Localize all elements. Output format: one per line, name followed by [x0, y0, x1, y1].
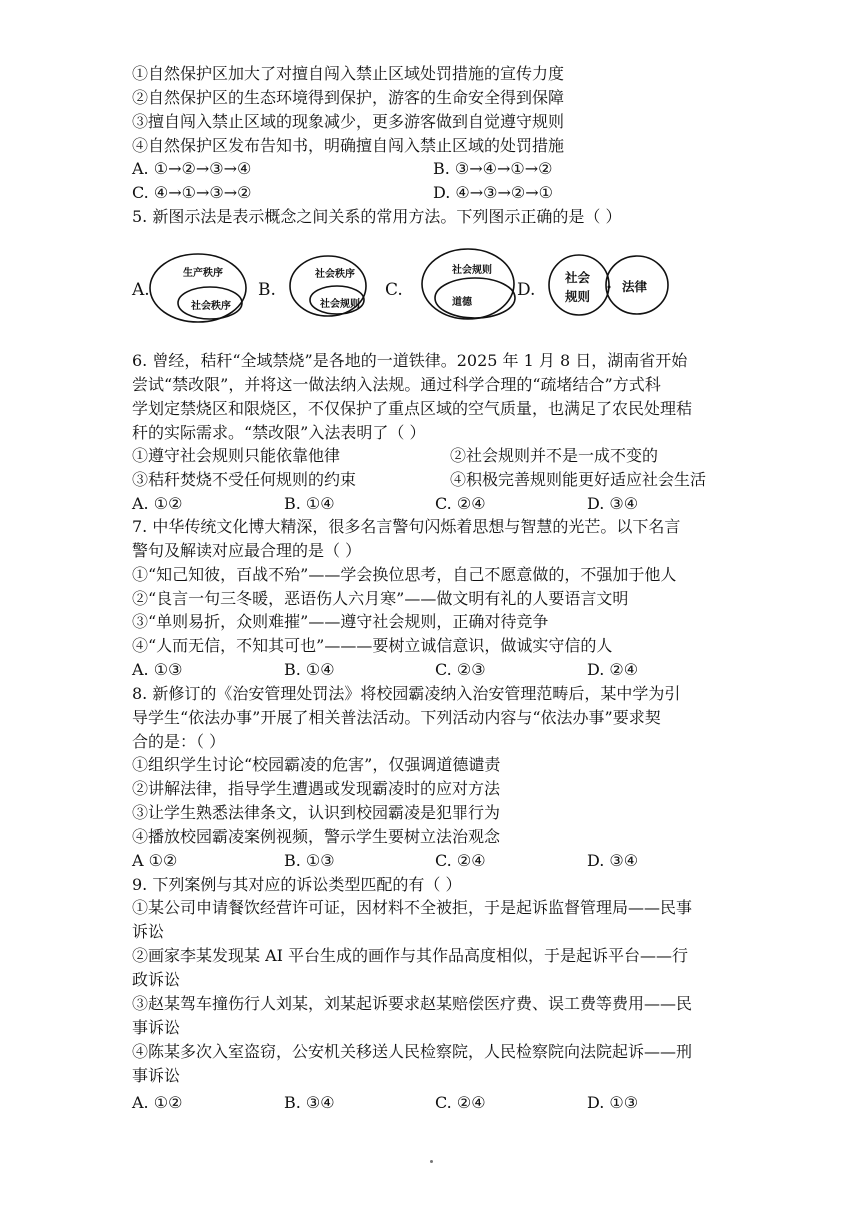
- diagram-c-outer-ellipse: [422, 249, 514, 319]
- diagram-c-outer-label: 社会规则: [452, 265, 492, 276]
- q9-stem: 9. 下列案例与其对应的诉讼类型匹配的有（ ）: [132, 875, 462, 894]
- q9-item-3-line-2: 事诉讼: [132, 1018, 181, 1037]
- q4-item-3: ③擅自闯入禁止区域的现象减少，更多游客做到自觉遵守规则: [132, 112, 565, 131]
- q7-item-4: ④“人而无信，不知其可也”———要树立诚信意识，做诚实守信的人: [132, 636, 613, 655]
- q9-item-4-line-1: ④陈某多次入室盗窃，公安机关移送人民检察院，人民检察院向法院起诉——刑: [132, 1042, 693, 1061]
- q8-item-4: ④播放校园霸凌案例视频，警示学生要树立法治观念: [132, 827, 501, 846]
- q8-item-1: ①组织学生讨论“校园霸凌的危害”，仅强调道德谴责: [132, 755, 501, 774]
- q6-stem-line-3: 学划定禁烧区和限烧区，不仅保护了重点区域的空气质量，也满足了农民处理秸: [132, 399, 693, 418]
- diagram-d-right-label: 法律: [622, 279, 648, 294]
- q8-item-3: ③让学生熟悉法律条文，认识到校园霸凌是犯罪行为: [132, 803, 501, 822]
- diagram-c-inner-ellipse: [435, 278, 515, 318]
- q7-option-c[interactable]: C. ②③: [435, 660, 486, 679]
- q4-option-d[interactable]: D. ④→③→②→①: [433, 183, 554, 202]
- q6-options: [132, 494, 752, 516]
- q5-stem: 5. 新图示法是表示概念之间关系的常用方法。下列图示正确的是（ ）: [132, 207, 622, 226]
- q6-option-a[interactable]: A. ①②: [132, 494, 183, 513]
- q9-item-3-line-1: ③赵某驾车撞伤行人刘某，刘某起诉要求赵某赔偿医疗费、误工费等费用——民: [132, 994, 693, 1013]
- q5-option-b[interactable]: B.: [258, 280, 276, 300]
- q5-diagrams: [125, 248, 685, 332]
- q7-item-2: ②“良言一句三冬暖，恶语伤人六月寒”——做文明有礼的人要语言文明: [132, 589, 629, 608]
- q6-items-row-1: [132, 446, 752, 468]
- q8-item-2: ②讲解法律，指导学生遭遇或发现霸凌时的应对方法: [132, 779, 501, 798]
- q9-option-d[interactable]: D. ①③: [587, 1093, 639, 1112]
- q7-stem-line-1: 7. 中华传统文化博大精深，很多名言警句闪烁着思想与智慧的光芒。以下名言: [132, 517, 681, 536]
- q6-stem-line-1: 6. 曾经，秸秆“全域禁烧”是各地的一道铁律。2025 年 1 月 8 日，湖南省开始: [132, 351, 688, 370]
- diagram-b-outer-label: 社会秩序: [315, 269, 355, 280]
- q8-option-c[interactable]: C. ②④: [435, 851, 486, 870]
- q7-option-b[interactable]: B. ①④: [284, 660, 335, 679]
- q8-options: [132, 851, 752, 873]
- q6-option-c[interactable]: C. ②④: [435, 494, 486, 513]
- q4-options-row-1: [132, 159, 732, 181]
- diagram-b-inner-label: 社会规则: [320, 299, 360, 310]
- diagram-c-inner-label: 道德: [452, 297, 472, 308]
- q8-stem-line-1: 8. 新修订的《治安管理处罚法》将校园霸凌纳入治安管理范畴后，某中学为引: [132, 684, 681, 703]
- q6-stem-line-2: 尝试“禁改限”，并将这一做法纳入法规。通过科学合理的“疏堵结合”方式科: [132, 375, 661, 394]
- diagram-d-left-label-2: 规则: [565, 289, 591, 304]
- q6-item-4: ④积极完善规则能更好适应社会生活: [450, 470, 707, 489]
- q4-option-c[interactable]: C. ④→①→③→②: [132, 183, 252, 202]
- q5-option-a[interactable]: A.: [132, 280, 150, 300]
- scan-speck: [430, 1160, 433, 1163]
- q5-option-d[interactable]: D.: [517, 280, 536, 300]
- q6-item-1: ①遵守社会规则只能依靠他律: [132, 446, 341, 465]
- q6-item-2: ②社会规则并不是一成不变的: [450, 446, 659, 465]
- q4-option-a[interactable]: A. ①→②→③→④: [132, 159, 252, 178]
- q7-option-d[interactable]: D. ②④: [587, 660, 639, 679]
- q4-option-b[interactable]: B. ③→④→①→②: [433, 159, 553, 178]
- q9-options: [132, 1093, 752, 1115]
- q6-stem-line-4: 秆的实际需求。“禁改限”入法表明了（ ）: [132, 423, 426, 442]
- q4-item-1: ①自然保护区加大了对擅自闯入禁止区域处罚措施的宣传力度: [132, 64, 565, 83]
- q6-item-3: ③秸秆焚烧不受任何规则的约束: [132, 470, 357, 489]
- q5-diagram-shapes: [125, 248, 685, 332]
- q9-option-b[interactable]: B. ③④: [284, 1093, 335, 1112]
- q7-item-1: ①“知己知彼，百战不殆”——学会换位思考，自己不愿意做的，不强加于他人: [132, 565, 677, 584]
- q6-items-row-2: [132, 470, 752, 492]
- q7-item-3: ③“单则易折，众则难摧”——遵守社会规则，正确对待竞争: [132, 612, 549, 631]
- q8-stem-line-3: 合的是：（ ）: [132, 732, 226, 751]
- q9-item-2-line-2: 政诉讼: [132, 970, 181, 989]
- q4-item-2: ②自然保护区的生态环境得到保护，游客的生命安全得到保障: [132, 88, 565, 107]
- q6-option-d[interactable]: D. ③④: [587, 494, 639, 513]
- q8-stem-line-2: 导学生“依法办事”开展了相关普法活动。下列活动内容与“依法办事”要求契: [132, 708, 661, 727]
- q9-option-a[interactable]: A. ①②: [132, 1093, 183, 1112]
- q8-option-d[interactable]: D. ③④: [587, 851, 639, 870]
- q9-option-c[interactable]: C. ②④: [435, 1093, 486, 1112]
- q9-item-4-line-2: 事诉讼: [132, 1066, 181, 1085]
- q7-stem-line-2: 警句及解读对应最合理的是（ ）: [132, 541, 362, 560]
- q5-option-c[interactable]: C.: [385, 280, 403, 300]
- q8-option-a[interactable]: A ①②: [132, 851, 178, 870]
- q9-item-1-line-2: 诉讼: [132, 922, 165, 941]
- q9-item-1-line-1: ①某公司申请餐饮经营许可证，因材料不全被拒，于是起诉监督管理局——民事: [132, 898, 693, 917]
- diagram-d-center-dot: [608, 286, 611, 289]
- q4-options-row-2: [132, 183, 732, 205]
- diagram-a-inner-label: 社会秩序: [191, 301, 231, 312]
- diagram-a-outer-label: 生产秩序: [183, 268, 223, 279]
- q4-item-4: ④自然保护区发布告知书，明确擅自闯入禁止区域的处罚措施: [132, 136, 565, 155]
- q7-option-a[interactable]: A. ①③: [132, 660, 183, 679]
- q6-option-b[interactable]: B. ①④: [284, 494, 335, 513]
- diagram-d-left-label-1: 社会: [565, 270, 591, 285]
- q7-options: [132, 660, 752, 682]
- q8-option-b[interactable]: B. ①③: [284, 851, 335, 870]
- q9-item-2-line-1: ②画家李某发现某 AI 平台生成的画作与其作品高度相似，于是起诉平台——行: [132, 946, 689, 965]
